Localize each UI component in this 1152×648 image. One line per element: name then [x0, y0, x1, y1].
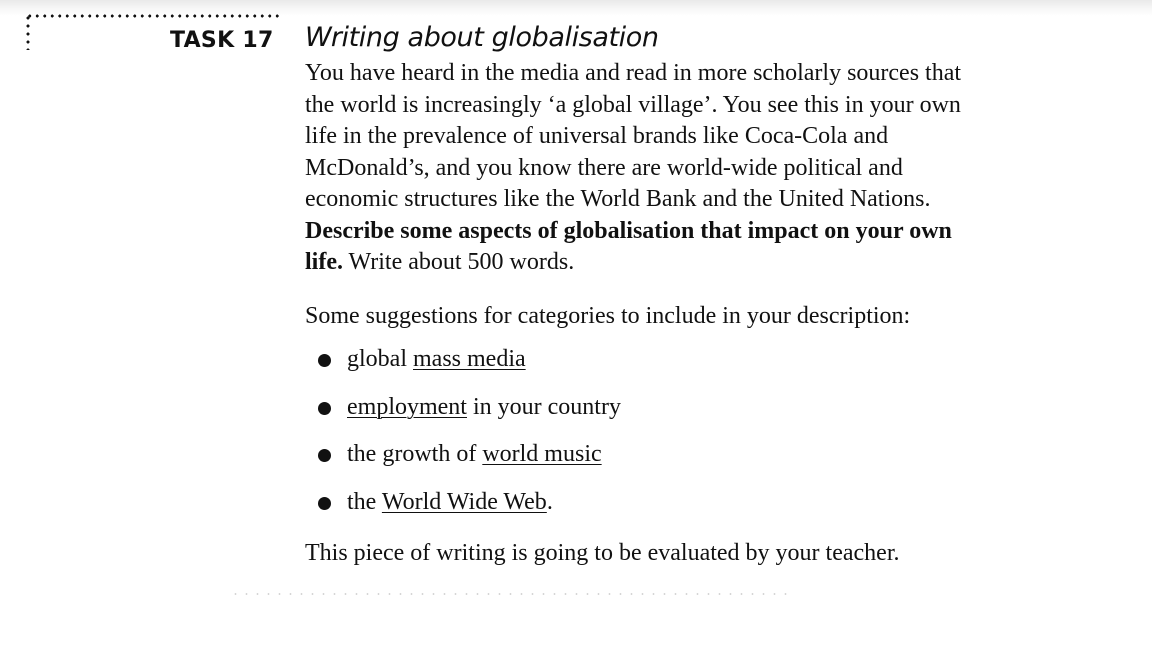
- bullet-text: the growth of: [347, 441, 483, 467]
- underlined-term: employment: [347, 393, 467, 420]
- bullet-icon: [318, 497, 331, 510]
- intro-line: You have heard in the media and read in more scholarly sources that: [305, 60, 962, 86]
- underlined-term: mass media: [413, 346, 526, 372]
- list-item: [305, 439, 1095, 487]
- scan-specks: [230, 592, 790, 596]
- underlined-term: World Wide Web: [381, 488, 547, 515]
- bullet-text: in your country: [466, 393, 621, 420]
- dotted-border-top: [26, 14, 280, 18]
- suggestion-list: [305, 344, 1095, 534]
- list-item: [305, 487, 1095, 535]
- list-item: [305, 344, 1095, 392]
- dotted-border-left: [26, 14, 30, 50]
- bullet-icon: [318, 449, 331, 462]
- closing-sentence: This piece of writing is going to be evaluated by your teacher.: [305, 540, 900, 566]
- bullet-text: global: [347, 346, 413, 372]
- task-body: [305, 58, 1095, 570]
- intro-line: life in the prevalence of universal brands like Coca-Cola and: [305, 123, 889, 149]
- task-title: Writing about globalisation: [305, 22, 659, 53]
- bullet-text: .: [546, 488, 553, 515]
- bullet-icon: [318, 354, 331, 367]
- bullet-icon: [318, 402, 331, 415]
- suggestions-intro: Some suggestions for categories to include in your description:: [305, 302, 911, 329]
- instruction-line: [305, 216, 1095, 248]
- intro-paragraph: [305, 58, 1095, 279]
- instruction-bold-2: life.: [305, 249, 343, 275]
- instruction-word-count: Write about 500 words.: [342, 249, 575, 275]
- instruction-line: [305, 247, 1095, 279]
- intro-line: the world is increasingly ‘a global village’. You see this in your own: [305, 91, 961, 118]
- task-number-label: TASK 17: [170, 28, 274, 53]
- intro-line: economic structures like the World Bank and the United Nations.: [305, 186, 931, 212]
- underlined-term: world music: [482, 441, 602, 467]
- list-item: [305, 392, 1095, 440]
- instruction-bold-1: Describe some aspects of globalisation that impact on your own: [305, 217, 952, 244]
- intro-line: McDonald’s, and you know there are world-wide political and: [305, 154, 903, 181]
- bullet-text: the: [347, 488, 382, 515]
